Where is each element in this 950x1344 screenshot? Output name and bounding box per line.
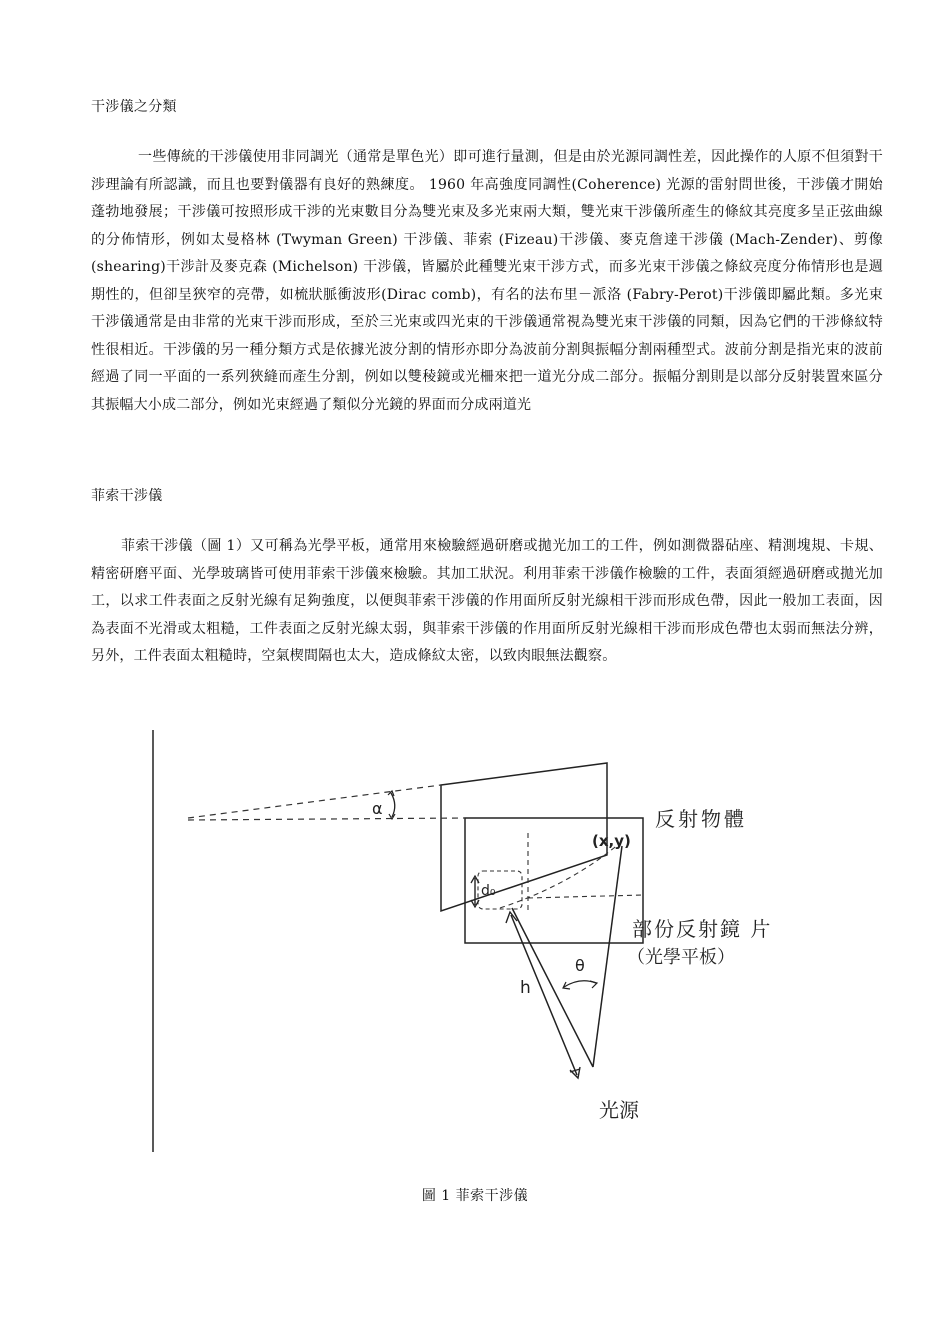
alpha-angle-arc	[391, 793, 395, 817]
section-heading-fizeau: 菲索干涉儀	[91, 488, 163, 504]
paragraph-fizeau: 菲索干涉儀（圖 1）又可稱為光學平板，通常用來檢驗經過研磨或拋光加工的工件，例如測微器砧座、精測塊規、卡規、精密研磨平面、光學玻璃皆可使用菲索干涉儀來檢驗。其加工狀況。利用菲索干涉儀作檢驗的工件，表面須經過研磨或拋光加工，以求工件表面之反射光線有足夠強度，以便與菲索干涉儀的作用面所反射光線相干涉而形成色帶，因此一般加工表面，因為表面不光滑或太粗糙，工件表面之反射光線太弱，與菲索干涉儀的作用面所反射光線相干涉而形成色帶也太弱而無法分辨，另外，工件表面太粗糙時，空氣楔間隔也太大，造成條紋太密，以致肉眼無法觀察。	[91, 538, 883, 664]
optical-flat-label: （光學平板）	[627, 947, 735, 968]
h-label: h	[520, 978, 531, 998]
xy-label: (x,y)	[592, 832, 631, 850]
paragraph-classification: 一些傳統的干涉儀使用非同調光（通常是單色光）即可進行量測，但是由於光源同調性差，因此操作的人原不但須對干涉理論有所認識，而且也要對儀器有良好的熟練度。 1960 年高強度同調性(Coherence) 光源的雷射問世後，干涉儀才開始蓬勃地發展；干涉儀可按照形成干涉的光束數目分為雙光束及多光束兩大類，雙光束干涉儀所產生的條紋其亮度多呈正弦曲線的分佈情形，例如太曼格林 (Twyman Green) 干涉儀、菲索 (Fizeau)干涉儀、麥克詹達干涉儀 (Mach-Zender)、剪像(shearing)干涉計及麥克森 (Michelson) 干涉儀，皆屬於此種雙光束干涉方式，而多光束干涉儀之條紋亮度分佈情形也是週期性的，但卻呈狹窄的亮帶，如梳狀脈衝波形(Dirac comb)，有名的法布里－派洛 (Fabry-Perot)干涉儀即屬此類。多光束干涉儀通常是由非常的光束干涉而形成，至於三光束或四光束的干涉儀通常視為雙光束干涉儀的同類，因為它們的干涉條紋特性很相近。干涉儀的另一種分類方式是依據光波分割的情形亦即分為波前分割與振幅分割兩種型式。波前分割是指光束的波前經過了同一平面的一系列狹縫而產生分割，例如以雙稜鏡或光柵來把一道光分成二部分。振幅分割則是以部分反射裝置來區分其振幅大小成二部分，例如光束經過了類似分光鏡的界面而分成兩道光	[91, 149, 883, 413]
reflective-object-label: 反射物體	[655, 807, 747, 831]
alpha-label: α	[372, 799, 383, 818]
theta-label: θ	[575, 956, 585, 975]
fizeau-interferometer-figure	[140, 725, 800, 1160]
wedge-dashed-line-upper	[188, 785, 441, 818]
partial-mirror-label: 部份反射鏡 片	[632, 917, 773, 941]
light-source-label: 光源	[599, 1098, 639, 1122]
d0-label: d₀	[481, 883, 496, 899]
wedge-dashed-line-lower	[188, 818, 465, 820]
figure-caption: 圖 1 菲索干涉儀	[421, 1188, 529, 1204]
section-heading-classification: 干涉儀之分類	[91, 99, 177, 115]
